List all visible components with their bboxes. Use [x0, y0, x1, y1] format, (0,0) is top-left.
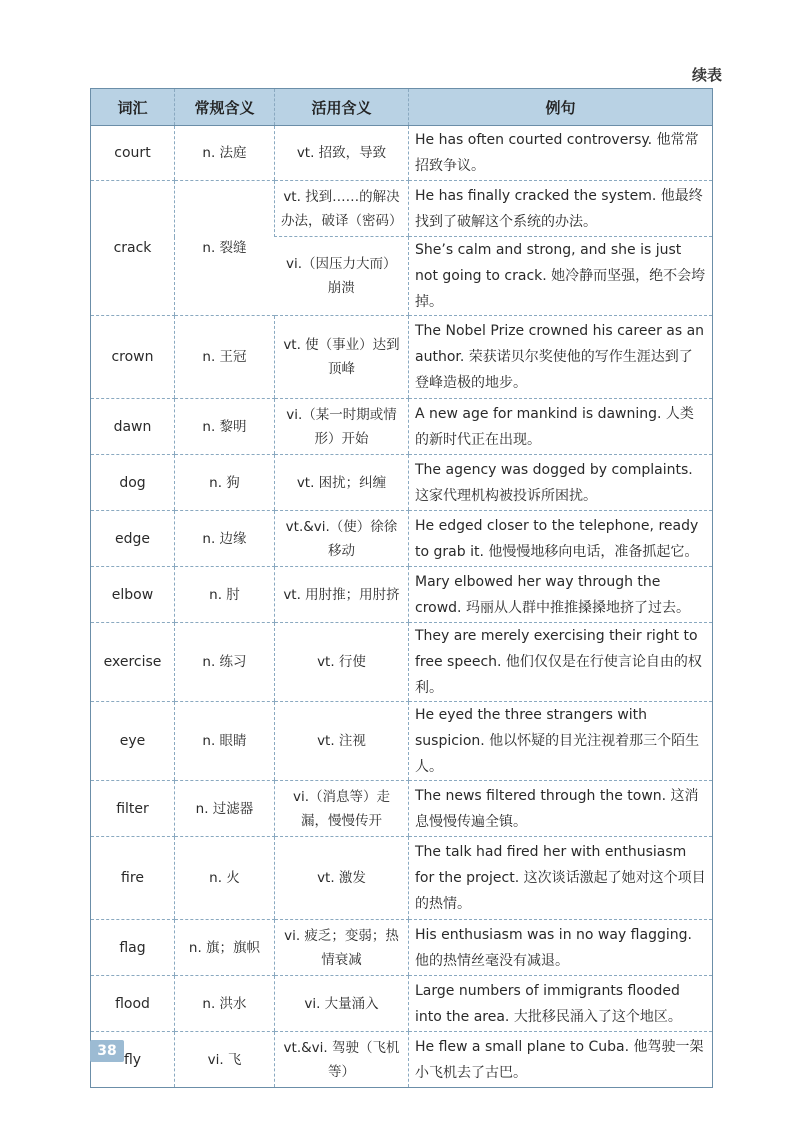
word-cell: eye [91, 702, 175, 781]
example-cell: He flew a small plane to Cuba. 他驾驶一架小飞机去了古巴。 [409, 1032, 713, 1088]
usage-cell: vt. 注视 [275, 702, 409, 781]
word-cell: exercise [91, 623, 175, 702]
usage-cell: vi.（消息等）走漏，慢慢传开 [275, 781, 409, 837]
meaning-cell: n. 眼睛 [175, 702, 275, 781]
table-row [91, 567, 713, 623]
usage-cell: vt.&vi. 驾驶（飞机等） [275, 1032, 409, 1088]
example-cell: He edged closer to the telephone, ready to grab it. 他慢慢地移向电话，准备抓起它。 [409, 511, 713, 567]
table-body [91, 126, 713, 1088]
table-header [91, 89, 713, 126]
example-cell: Large numbers of immigrants flooded into the area. 大批移民涌入了这个地区。 [409, 976, 713, 1032]
usage-cell: vi. 疲乏；变弱；热情衰减 [275, 920, 409, 976]
meaning-cell: n. 过滤器 [175, 781, 275, 837]
header-usage: 活用含义 [275, 89, 409, 126]
usage-cell: vt.&vi.（使）徐徐移动 [275, 511, 409, 567]
usage-cell: vt. 激发 [275, 837, 409, 920]
word-cell: dawn [91, 399, 175, 455]
example-cell: His enthusiasm was in no way flagging. 他的热情丝毫没有减退。 [409, 920, 713, 976]
example-cell: He has often courted controversy. 他常常招致争议。 [409, 126, 713, 181]
table-row [91, 181, 713, 237]
table-row [91, 920, 713, 976]
header-row [91, 89, 713, 126]
meaning-cell: n. 边缘 [175, 511, 275, 567]
vocabulary-table [90, 88, 713, 1088]
word-cell: flag [91, 920, 175, 976]
usage-cell: vt. 困扰；纠缠 [275, 455, 409, 511]
word-cell: fire [91, 837, 175, 920]
table-row [91, 126, 713, 181]
word-cell: crack [91, 181, 175, 316]
usage-cell: vi. 大量涌入 [275, 976, 409, 1032]
table-row [91, 781, 713, 837]
meaning-cell: n. 肘 [175, 567, 275, 623]
meaning-cell: n. 练习 [175, 623, 275, 702]
continued-label: 续表 [691, 66, 722, 84]
table-row [91, 623, 713, 702]
word-cell: dog [91, 455, 175, 511]
example-cell: The Nobel Prize crowned his career as an author. 荣获诺贝尔奖使他的写作生涯达到了登峰造极的地步。 [409, 316, 713, 399]
meaning-cell: vi. 飞 [175, 1032, 275, 1088]
word-cell: elbow [91, 567, 175, 623]
word-cell: crown [91, 316, 175, 399]
usage-cell: vt. 找到……的解决办法，破译（密码） [275, 181, 409, 237]
header-meaning: 常规含义 [175, 89, 275, 126]
usage-cell: vt. 用肘推；用肘挤 [275, 567, 409, 623]
meaning-cell: n. 旗；旗帜 [175, 920, 275, 976]
meaning-cell: n. 火 [175, 837, 275, 920]
example-cell: A new age for mankind is dawning. 人类的新时代正在出现。 [409, 399, 713, 455]
meaning-cell: n. 裂缝 [175, 181, 275, 316]
word-cell: court [91, 126, 175, 181]
word-cell: fly [91, 1032, 175, 1088]
example-cell: The news filtered through the town. 这消息慢慢传遍全镇。 [409, 781, 713, 837]
header-example: 例句 [409, 89, 713, 126]
usage-cell: vi.（某一时期或情形）开始 [275, 399, 409, 455]
table-row [91, 702, 713, 781]
table-row [91, 511, 713, 567]
header-word: 词汇 [91, 89, 175, 126]
word-cell: filter [91, 781, 175, 837]
usage-cell: vt. 使（事业）达到顶峰 [275, 316, 409, 399]
example-cell: He eyed the three strangers with suspicion. 他以怀疑的目光注视着那三个陌生人。 [409, 702, 713, 781]
example-cell: They are merely exercising their right to free speech. 他们仅仅是在行使言论自由的权利。 [409, 623, 713, 702]
example-cell: She’s calm and strong, and she is just not going to crack. 她冷静而坚强，绝不会垮掉。 [409, 237, 713, 316]
example-cell: He has finally cracked the system. 他最终找到了破解这个系统的办法。 [409, 181, 713, 237]
table-row [91, 455, 713, 511]
word-cell: flood [91, 976, 175, 1032]
meaning-cell: n. 狗 [175, 455, 275, 511]
table-row [91, 399, 713, 455]
word-cell: edge [91, 511, 175, 567]
table-row [91, 976, 713, 1032]
meaning-cell: n. 王冠 [175, 316, 275, 399]
meaning-cell: n. 黎明 [175, 399, 275, 455]
example-cell: The agency was dogged by complaints. 这家代理机构被投诉所困扰。 [409, 455, 713, 511]
table-row [91, 316, 713, 399]
meaning-cell: n. 洪水 [175, 976, 275, 1032]
usage-cell: vt. 行使 [275, 623, 409, 702]
table-row [91, 837, 713, 920]
page-number: 38 [90, 1040, 124, 1062]
usage-cell: vi.（因压力大而）崩溃 [275, 237, 409, 316]
table-row [91, 1032, 713, 1088]
example-cell: The talk had fired her with enthusiasm for the project. 这次谈话激起了她对这个项目的热情。 [409, 837, 713, 920]
meaning-cell: n. 法庭 [175, 126, 275, 181]
usage-cell: vt. 招致，导致 [275, 126, 409, 181]
example-cell: Mary elbowed her way through the crowd. 玛丽从人群中推推搡搡地挤了过去。 [409, 567, 713, 623]
